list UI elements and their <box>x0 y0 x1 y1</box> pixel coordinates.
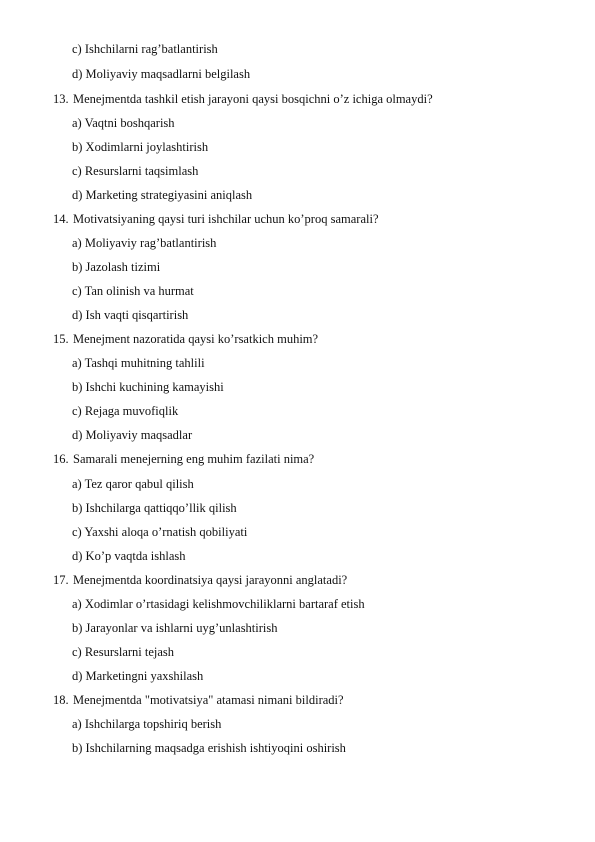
question-number: 13. <box>53 92 69 106</box>
question-number: 16. <box>53 452 69 466</box>
question-16: Samarali menejerning eng muhim fazilati nima? <box>73 452 315 466</box>
option-13c: c) Resurslarni taqsimlash <box>72 164 199 178</box>
option-17d: d) Marketingni yaxshilash <box>72 669 204 683</box>
question-number: 15. <box>53 332 69 346</box>
question-13: Menejmentda tashkil etish jarayoni qaysi bosqichni o’z ichiga olmaydi? <box>73 92 433 106</box>
question-18: Menejmentda "motivatsiya" atamasi nimani bildiradi? <box>73 693 344 707</box>
option-15a: a) Tashqi muhitning tahlili <box>72 356 205 370</box>
question-14: Motivatsiyaning qaysi turi ishchilar uchun ko’proq samarali? <box>73 212 379 226</box>
option-14b: b) Jazolash tizimi <box>72 260 161 274</box>
option-13b: b) Xodimlarni joylashtirish <box>72 140 209 154</box>
question-number: 17. <box>53 573 69 587</box>
option-12d: d) Moliyaviy maqsadlarni belgilash <box>72 67 251 81</box>
option-16b: b) Ishchilarga qattiqqo’llik qilish <box>72 501 237 515</box>
option-15c: c) Rejaga muvofiqlik <box>72 404 179 418</box>
option-15b: b) Ishchi kuchining kamayishi <box>72 380 224 394</box>
option-17c: c) Resurslarni tejash <box>72 645 175 659</box>
question-number: 18. <box>53 693 69 707</box>
option-14d: d) Ish vaqti qisqartirish <box>72 308 189 322</box>
option-14c: c) Tan olinish va hurmat <box>72 284 194 298</box>
option-16c: c) Yaxshi aloqa o’rnatish qobiliyati <box>72 525 248 539</box>
option-16a: a) Tez qaror qabul qilish <box>72 477 194 491</box>
option-18a: a) Ishchilarga topshiriq berish <box>72 717 222 731</box>
option-14a: a) Moliyaviy rag’batlantirish <box>72 236 217 250</box>
question-15: Menejment nazoratida qaysi ko’rsatkich muhim? <box>73 332 319 346</box>
option-16d: d) Ko’p vaqtda ishlash <box>72 549 186 563</box>
option-17b: b) Jarayonlar va ishlarni uyg’unlashtirish <box>72 621 278 635</box>
option-13a: a) Vaqtni boshqarish <box>72 116 175 130</box>
question-17: Menejmentda koordinatsiya qaysi jarayonni anglatadi? <box>73 573 348 587</box>
option-15d: d) Moliyaviy maqsadlar <box>72 428 193 442</box>
option-17a: a) Xodimlar o’rtasidagi kelishmovchiliklarni bartaraf etish <box>72 597 365 611</box>
option-18b: b) Ishchilarning maqsadga erishish ishtiyoqini oshirish <box>72 741 346 755</box>
question-number: 14. <box>53 212 69 226</box>
option-12c: c) Ishchilarni rag’batlantirish <box>72 42 218 56</box>
option-13d: d) Marketing strategiyasini aniqlash <box>72 188 253 202</box>
